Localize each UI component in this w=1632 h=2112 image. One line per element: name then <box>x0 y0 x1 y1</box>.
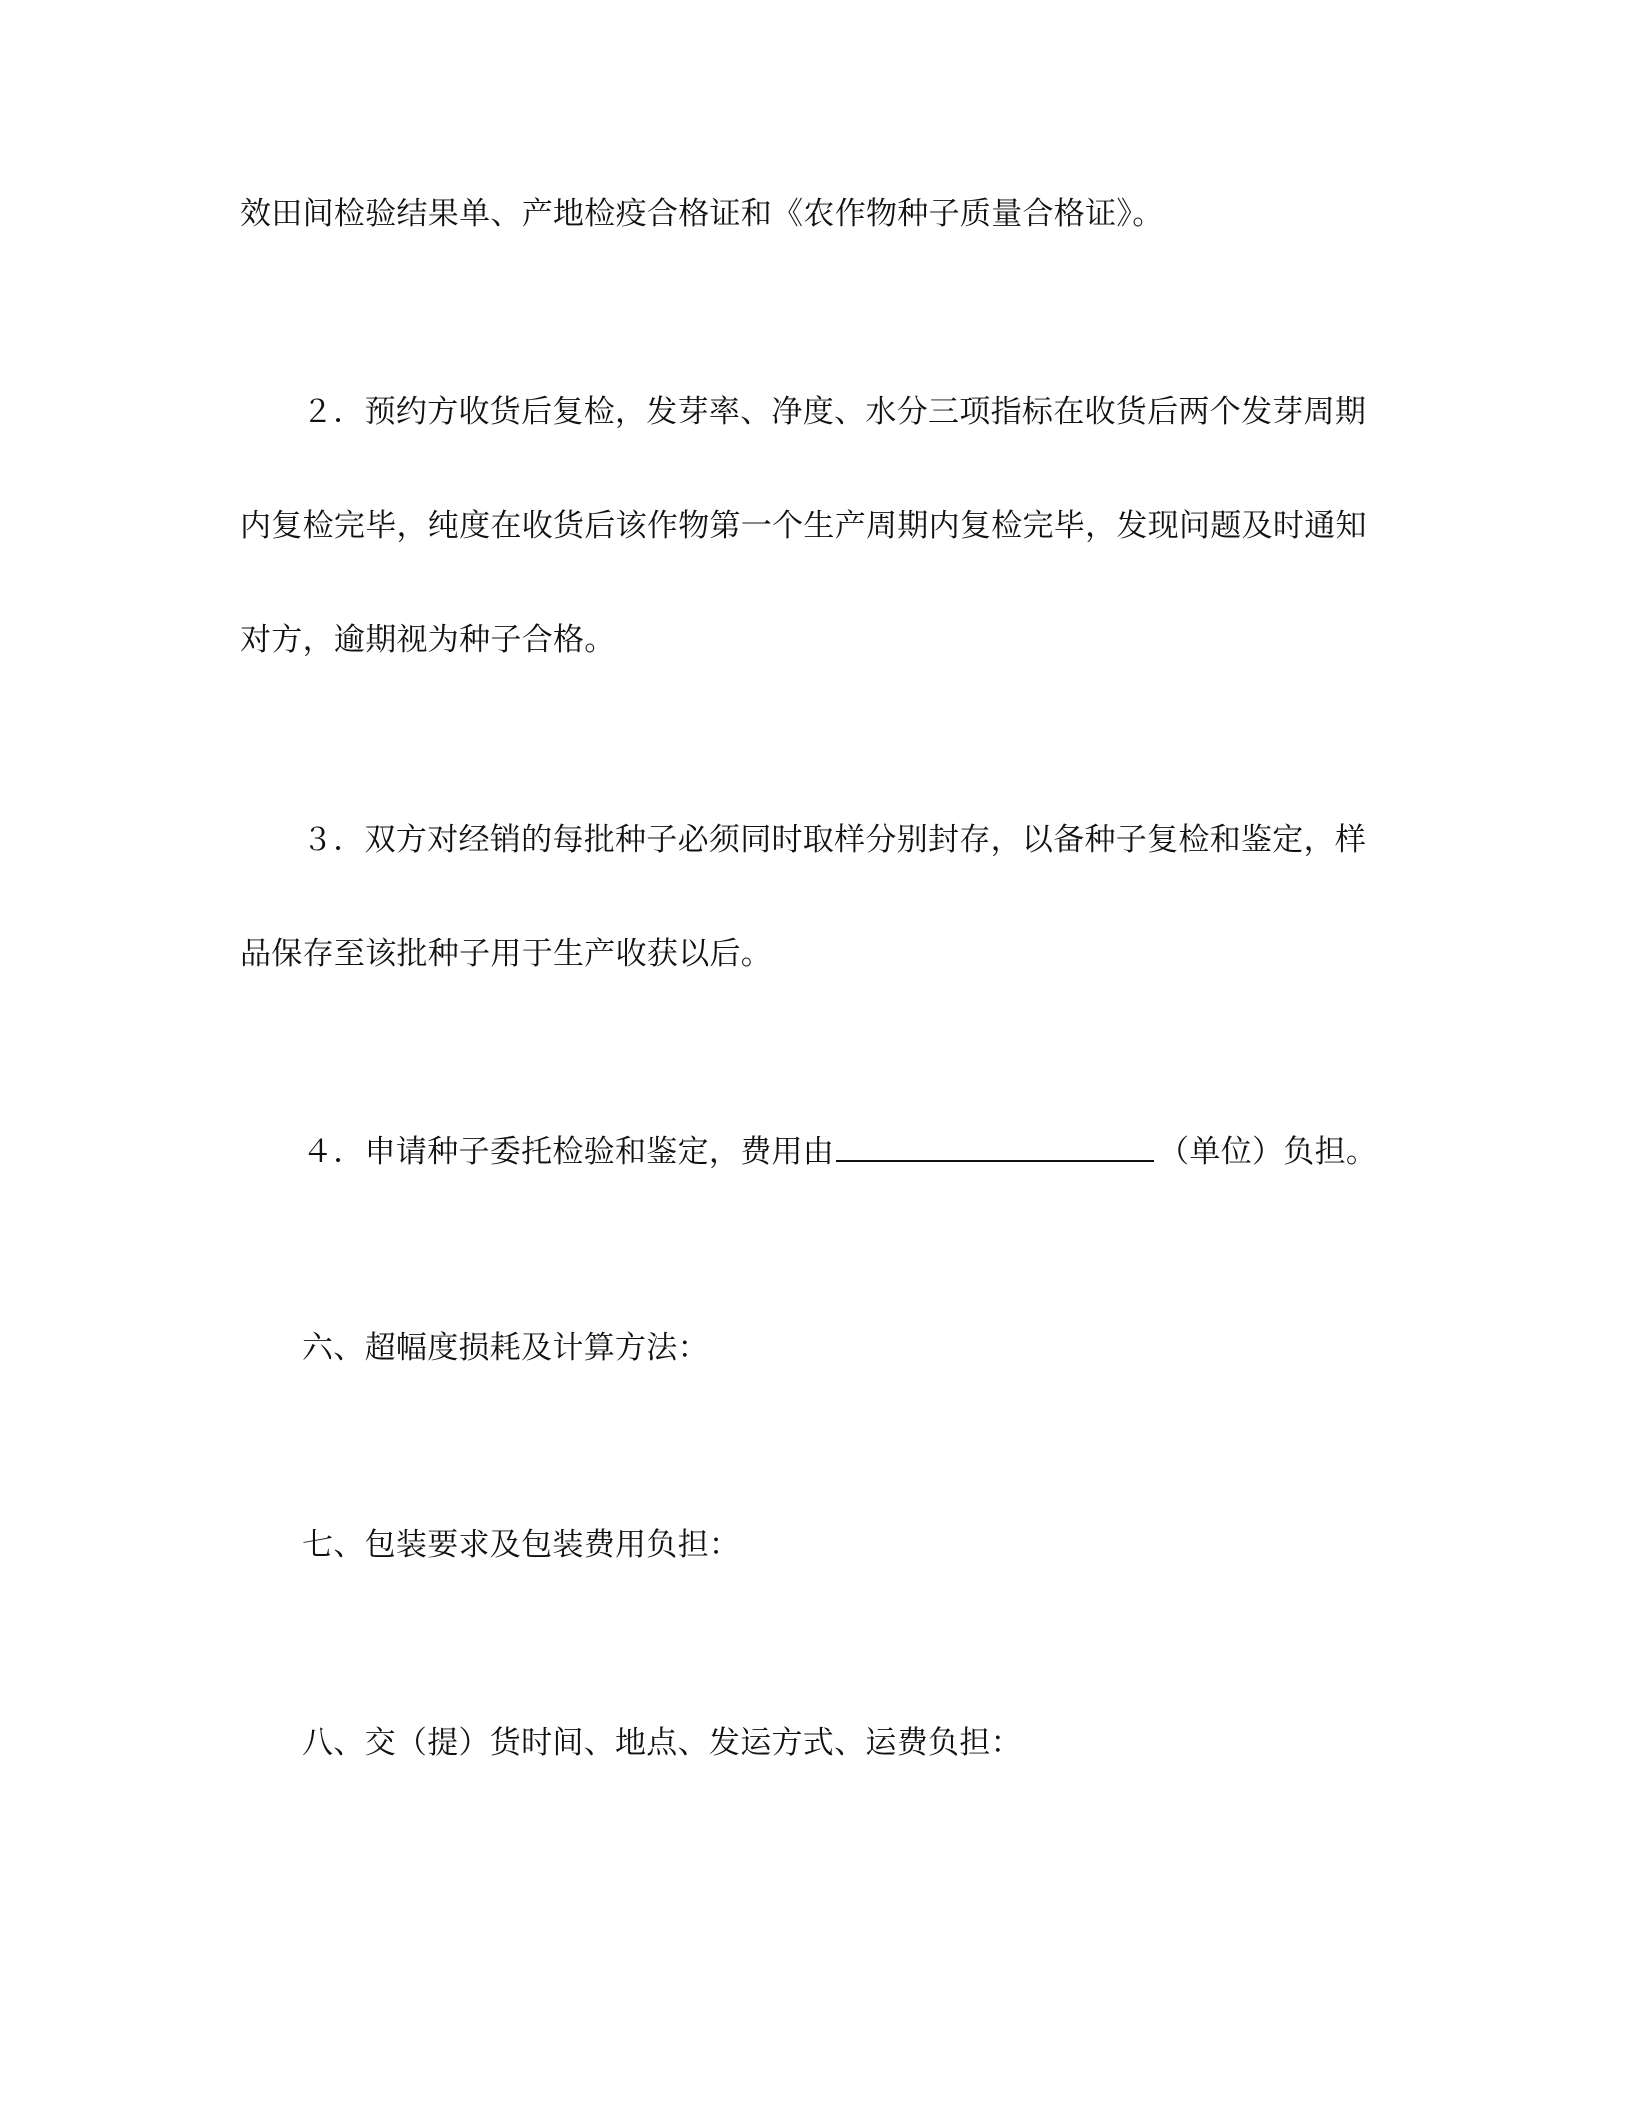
paragraph-2-line-1: ２．预约方收货后复检，发芽率、净度、水分三项指标在收货后两个发芽周期 <box>302 394 1367 430</box>
paragraph-2-line-3: 对方，逾期视为种子合格。 <box>240 622 616 658</box>
paragraph-1-line-1: 效田间检验结果单、产地检疫合格证和《农作物种子质量合格证》。 <box>240 196 1164 232</box>
paragraph-4-text-after-blank: （单位）负担。 <box>1158 1134 1378 1170</box>
paragraph-3-line-1: ３．双方对经销的每批种子必须同时取样分别封存，以备种子复检和鉴定，样 <box>302 822 1367 858</box>
paragraph-4-line-1 <box>302 1130 1377 1174</box>
paragraph-4-text-before-blank: ４．申请种子委托检验和鉴定，费用由 <box>302 1134 835 1170</box>
paragraph-2-line-2: 内复检完毕，纯度在收货后该作物第一个生产周期内复检完毕，发现问题及时通知 <box>240 508 1367 544</box>
section-8-heading: 八、交（提）货时间、地点、发运方式、运费负担： <box>302 1725 1022 1761</box>
paragraph-3-line-2: 品保存至该批种子用于生产收获以后。 <box>240 936 773 972</box>
fill-in-blank-unit[interactable] <box>836 1134 1154 1162</box>
section-7-heading: 七、包装要求及包装费用负担： <box>302 1527 741 1563</box>
section-6-heading: 六、超幅度损耗及计算方法： <box>302 1330 709 1366</box>
